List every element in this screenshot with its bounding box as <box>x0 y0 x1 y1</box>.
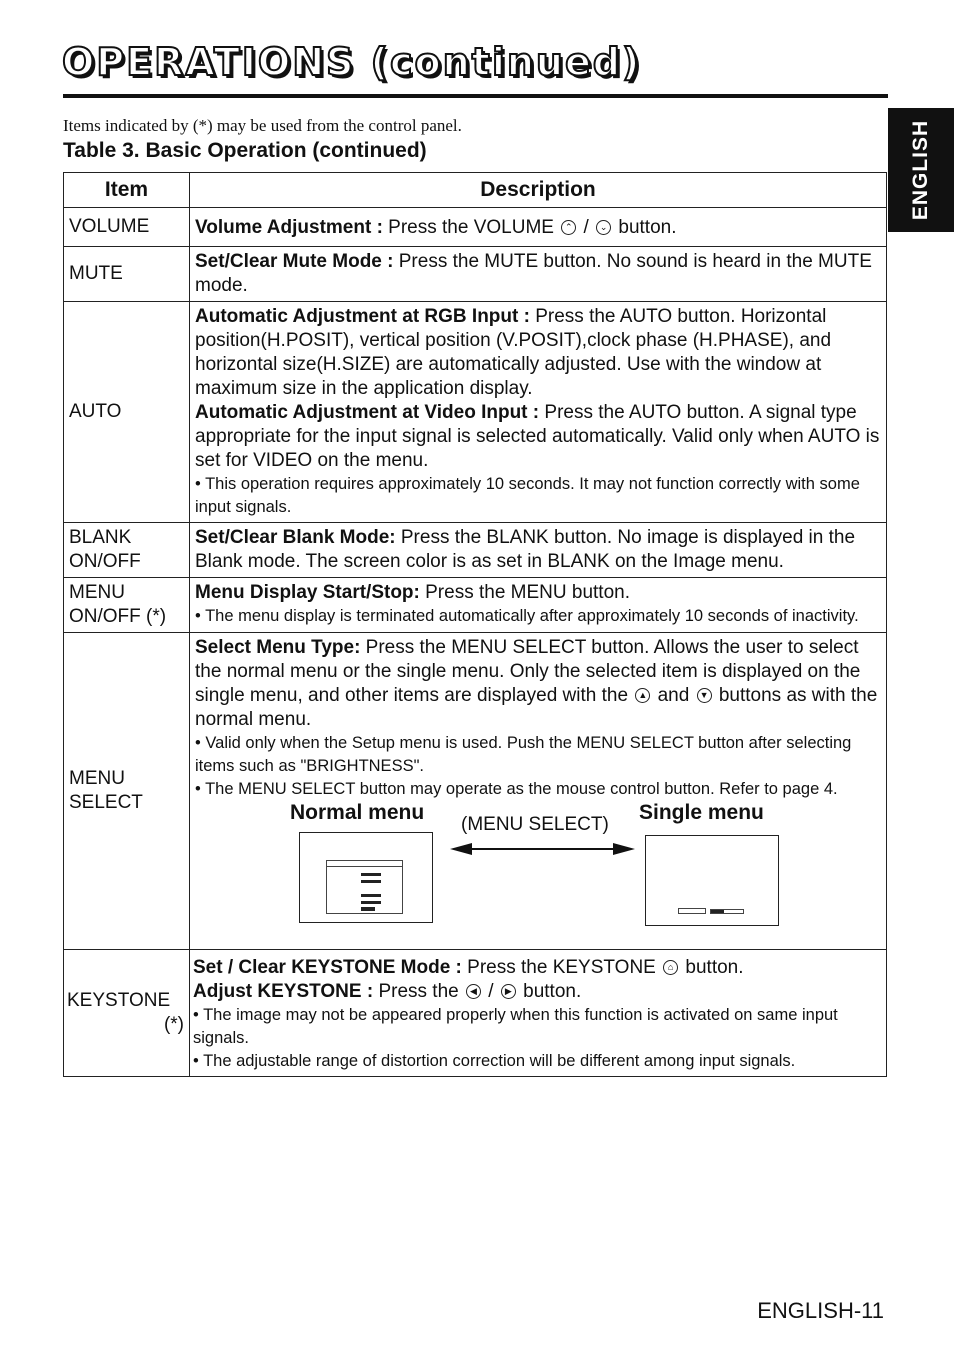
volume-down-icon: ⌄ <box>596 220 611 235</box>
menu-select-and: and <box>652 685 695 706</box>
down-arrow-icon: ▼ <box>697 688 712 703</box>
menu-select-bold: Select Menu Type: <box>195 637 361 658</box>
blank-text: Press the BLANK button. No image is displayed in the Blank mode. The screen color is as set in BLANK on the Image menu. <box>195 527 856 572</box>
keystone-separator: / <box>483 981 499 1002</box>
single-menu-item-box <box>678 908 706 914</box>
row-item-keystone <box>64 950 190 1077</box>
keystone-note2: • The adjustable range of distortion correction will be different among input signals. <box>193 1052 796 1070</box>
menu-type-illustration <box>195 801 881 946</box>
keystone-button-icon: ⌂ <box>663 960 678 975</box>
row-item-auto: AUTO <box>64 302 190 523</box>
table-row <box>64 633 887 950</box>
normal-menu-heading: Normal menu <box>290 801 425 824</box>
volume-separator: / <box>578 217 595 238</box>
auto-note: • This operation requires approximately 10 seconds. It may not function correctly with some input signals. <box>195 475 860 516</box>
menu-item-line1: MENU <box>69 582 125 603</box>
mute-bold: Set/Clear Mute Mode : <box>195 251 394 272</box>
menu-select-note2: • The MENU SELECT button may operate as the mouse control button. Refer to page 4. <box>195 780 838 798</box>
menu-select-switch-label: (MENU SELECT) <box>461 814 609 835</box>
left-arrow-icon: ◀ <box>466 984 481 999</box>
row-item-menu-select <box>64 633 190 950</box>
row-description-blank <box>190 523 887 578</box>
column-header-item: Item <box>64 173 190 208</box>
keystone-set-text-end: button. <box>680 957 744 978</box>
blank-bold: Set/Clear Blank Mode: <box>195 527 396 548</box>
volume-up-icon: ⌃ <box>561 220 576 235</box>
title-underline <box>63 94 888 98</box>
row-item-volume: VOLUME <box>64 208 190 247</box>
row-item-mute: MUTE <box>64 247 190 302</box>
normal-menu-thumbnail <box>326 860 403 914</box>
menu-select-text-end: buttons as with the normal menu. <box>195 685 878 730</box>
menu-select-note1: • Valid only when the Setup menu is used. Push the MENU SELECT button after selecting items such as "BRIGHTNESS". <box>195 734 852 775</box>
menu-select-item-line2: SELECT <box>69 792 143 813</box>
keystone-adjust-bold: Adjust KEYSTONE : <box>193 981 374 1002</box>
auto-rgb-text: Press the AUTO button. Horizontal position(H.POSIT), vertical position (V.POSIT),clock phase (H.PHASE), and horizontal size(H.SIZE) are automatically adjusted. Use with the window at maximum size in the application display. <box>195 306 832 399</box>
menu-select-item-line1: MENU <box>69 768 125 789</box>
menu-item-line2: ON/OFF (*) <box>69 606 167 627</box>
table-row <box>64 302 887 523</box>
volume-text-end: button. <box>613 217 677 238</box>
table-row <box>64 578 887 633</box>
row-description-auto <box>190 302 887 523</box>
menu-note: • The menu display is terminated automatically after approximately 10 seconds of inactivity. <box>195 607 859 625</box>
row-description-menu-select <box>190 633 887 950</box>
row-item-blank <box>64 523 190 578</box>
volume-text: Press the VOLUME <box>382 217 560 238</box>
auto-video-text: Press the AUTO button. A signal type appropriate for the input signal is selected automatically. Valid only when AUTO is set for VIDEO on the menu. <box>195 402 880 471</box>
single-menu-slider <box>710 909 744 914</box>
table-caption: Table 3. Basic Operation (continued) <box>63 139 427 162</box>
table-row <box>64 523 887 578</box>
menu-bold: Menu Display Start/Stop: <box>195 582 420 603</box>
row-item-menu <box>64 578 190 633</box>
page-title: OPERATIONS (continued) <box>62 40 642 84</box>
row-description-keystone <box>190 950 887 1077</box>
keystone-item-line2: (*) <box>163 1014 184 1035</box>
table-row <box>64 950 887 1077</box>
operations-table <box>63 172 887 1077</box>
page-number: ENGLISH-11 <box>757 1298 884 1323</box>
keystone-item-line1: KEYSTONE <box>67 990 171 1011</box>
row-description-mute <box>190 247 887 302</box>
auto-video-bold: Automatic Adjustment at Video Input : <box>195 402 540 423</box>
table-row <box>64 208 887 247</box>
blank-item-line2: ON/OFF <box>69 551 141 572</box>
normal-menu-screen <box>299 832 433 923</box>
up-arrow-icon: ▲ <box>635 688 650 703</box>
table-row <box>64 247 887 302</box>
menu-text: Press the MENU button. <box>419 582 631 603</box>
auto-rgb-bold: Automatic Adjustment at RGB Input : <box>195 306 530 327</box>
row-description-menu <box>190 578 887 633</box>
language-tab <box>888 108 954 232</box>
keystone-adjust-text-end: button. <box>517 981 582 1002</box>
right-arrow-icon: ▶ <box>501 984 516 999</box>
keystone-set-text: Press the KEYSTONE <box>461 957 662 978</box>
blank-item-line1: BLANK <box>69 527 132 548</box>
single-menu-screen <box>645 835 779 926</box>
table-header-row <box>64 173 887 208</box>
language-tab-label: ENGLISH <box>909 119 932 221</box>
double-arrow-icon <box>450 841 635 857</box>
column-header-description: Description <box>190 173 887 208</box>
menu-select-text: Press the MENU SELECT button. Allows the user to select the normal menu or the single menu. Only the selected item is displayed on the single menu, and other items are displayed with the <box>195 637 861 706</box>
keystone-set-bold: Set / Clear KEYSTONE Mode : <box>193 957 462 978</box>
mute-text: Press the MUTE button. No sound is heard in the MUTE mode. <box>195 251 872 296</box>
volume-bold: Volume Adjustment : <box>195 217 383 238</box>
single-menu-heading: Single menu <box>639 801 764 824</box>
control-panel-note: Items indicated by (*) may be used from the control panel. <box>63 116 462 135</box>
keystone-adjust-text: Press the <box>373 981 464 1002</box>
row-description-volume <box>190 208 887 247</box>
keystone-note1: • The image may not be appeared properly when this function is activated on same input signals. <box>193 1006 838 1047</box>
